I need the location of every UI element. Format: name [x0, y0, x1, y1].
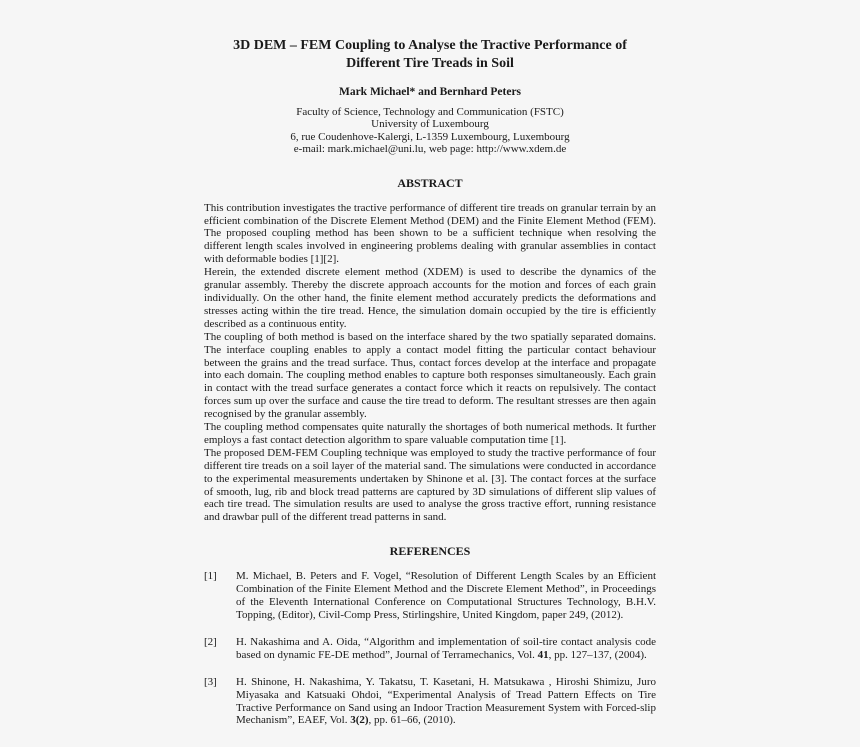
- references-list: [204, 570, 656, 727]
- abstract-paragraph: The coupling of both method is based on the interface shared by the two spatially separated domains. The interface coupling enables to apply a contact model fitting the particular contact behaviour between the grains and the tread surface. Thus, contact forces develop at the interface and propagate into each domain. The coupling method enables to capture both responses simultaneously. Each grain in contact with the tread surface generates a contact force which it reacts on repulsively. The contact forces sum up over the surface and cause the tire tread to deform. The resultant stresses are then again recognised by the granular assembly.: [204, 330, 656, 421]
- abstract-body: [204, 202, 656, 525]
- reference-text: H. Shinone, H. Nakashima, Y. Takatsu, T. Kasetani, H. Matsukawa , Hiroshi Shimizu, Juro Miyasaka and Katsuaki Ohdoi, “Experimental Analysis of Tread Pattern Effects on Tire Tractive Performance on Sand using an Indoor Traction Measurement System with Forced-slip Mechanism”, EAEF, Vol. 3(2), pp. 61–66, (2010).: [236, 675, 656, 727]
- reference-label: [3]: [204, 675, 217, 688]
- references-heading: REFERENCES: [389, 544, 471, 559]
- affiliation-line: University of Luxembourg: [371, 118, 489, 131]
- affiliation-line: 6, rue Coudenhove-Kalergi, L-1359 Luxembourg, Luxembourg: [290, 130, 570, 143]
- abstract-paragraph: This contribution investigates the tractive performance of different tire treads on granular terrain by an efficient combination of the Discrete Element Method (DEM) and the Finite Element Method (FEM). The proposed coupling method has been shown to be a sufficient technique when resolving the different length scales involved in engineering problems dealing with granular assemblies in contact with deformable bodies [1][2].: [204, 201, 656, 266]
- abstract-heading: ABSTRACT: [397, 175, 463, 190]
- reference-text: M. Michael, B. Peters and F. Vogel, “Resolution of Different Length Scales by an Efficient Combination of the Finite Element Method and the Discrete Element Method”, in Proceedings of the Eleventh International Conference on Computational Structures Technology, B.H.V. Topping, (Editor), Civil-Comp Press, Stirlingshire, United Kingdom, paper 249, (2012).: [236, 570, 656, 621]
- abstract-paragraph: Herein, the extended discrete element method (XDEM) is used to describe the dynamics of the granular assembly. Thereby the discrete approach accounts for the motion and forces of each grain individually. On the other hand, the finite element method accurately predicts the deformations and stresses acting within the tire tread. Hence, the simulation domain occupied by the tire is efficiently described as a continuous entity.: [204, 266, 656, 330]
- abstract-paragraph: The proposed DEM-FEM Coupling technique was employed to study the tractive performance of four different tire treads on a soil layer of the material sand. The simulations were conducted in accordance to the experimental measurements undertaken by Shinone et al. [3]. The contact forces at the surface of smooth, lug, rib and block tread patterns are captured by 3D simulations of different slip values of each tire tread. The simulation results are used to analyse the gross tractive effort, running resistance and drawbar pull of the different tread patterns in sand.: [204, 446, 656, 524]
- reference-item: [204, 570, 656, 622]
- reference-item: [204, 676, 656, 728]
- reference-label: [2]: [204, 635, 217, 648]
- affiliation-line: Faculty of Science, Technology and Communication (FSTC): [296, 106, 564, 118]
- affiliation-block: [204, 106, 656, 156]
- authors: Mark Michael* and Bernhard Peters: [338, 86, 522, 98]
- affiliation-line: e-mail: mark.michael@uni.lu, web page: http://www.xdem.de: [293, 143, 567, 156]
- paper-title-line2: Different Tire Treads in Soil: [346, 55, 514, 71]
- reference-item: [204, 636, 656, 662]
- paper-title-line1: 3D DEM – FEM Coupling to Analyse the Tractive Performance of: [233, 38, 627, 53]
- paper-title: [204, 37, 656, 72]
- abstract-paragraph: The coupling method compensates quite naturally the shortages of both numerical methods. It further employs a fast contact detection algorithm to spare valuable computation time [1].: [204, 421, 656, 446]
- reference-text: H. Nakashima and A. Oida, “Algorithm and implementation of soil-tire contact analysis code based on dynamic FE-DE method”, Journal of Terramechanics, Vol. 41, pp. 127–137, (2004).: [236, 635, 656, 661]
- paper-page: [204, 0, 656, 727]
- reference-label: [1]: [204, 570, 217, 583]
